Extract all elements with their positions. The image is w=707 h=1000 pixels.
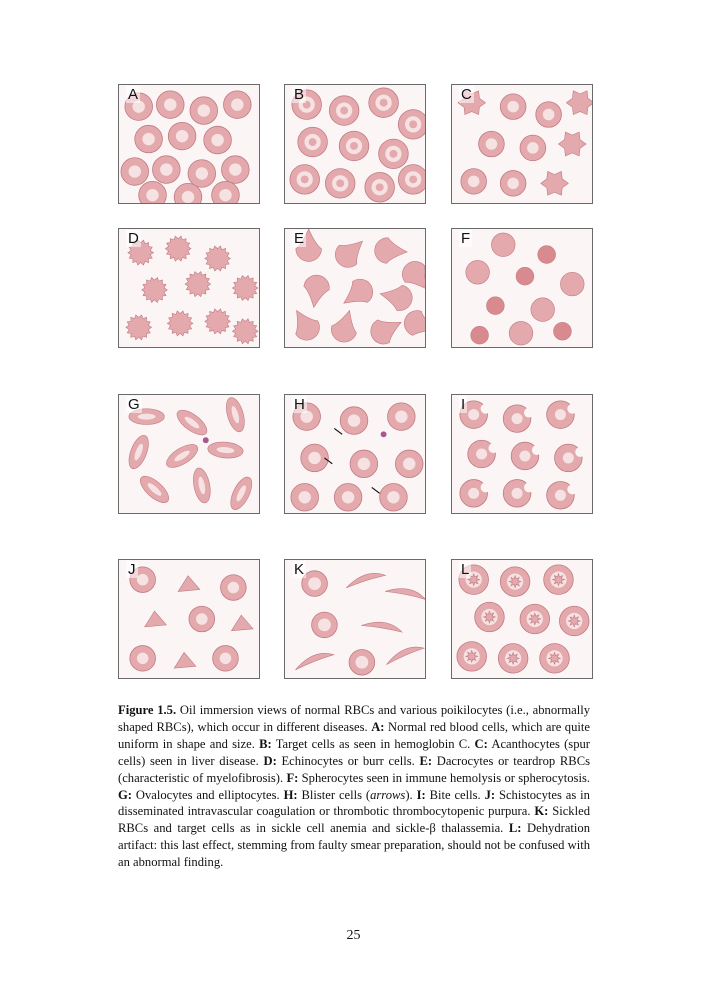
caption-intro: Oil immersion views of normal RBCs and various poikilocytes (i.e., abnormally shaped RBCs), which occur in different diseases. xyxy=(118,703,591,734)
caption-key: D: xyxy=(263,753,277,768)
caption-text: Spherocytes seen in immune hemolysis or spherocytosis. xyxy=(298,770,590,785)
caption-key: G: xyxy=(118,787,132,802)
caption-text: Schistocytes as in disseminated intravascular coagulation or thrombotic thrombocytopenic purpura. xyxy=(118,787,590,819)
caption-key: E: xyxy=(419,753,433,768)
caption-text: Normal red blood cells, which are quite uniform in shape and size. xyxy=(118,719,590,751)
caption-key: I: xyxy=(416,787,426,802)
micrograph-panel-i xyxy=(451,394,593,514)
caption-text: Blister cells ( xyxy=(297,787,371,802)
micrograph-panel-h xyxy=(284,394,426,514)
panel-letter: C xyxy=(461,86,472,103)
micrograph-panel-a xyxy=(118,84,260,204)
caption-key: L: xyxy=(508,821,522,836)
caption-italic: arrows xyxy=(370,787,406,802)
caption-key: B: xyxy=(259,736,272,751)
micrograph-panel-k xyxy=(284,559,426,679)
panel-letter: E xyxy=(294,230,305,247)
page-number: 25 xyxy=(346,928,361,943)
caption-text: Dehydration artifact: this last effect, stemming from faulty smear preparation, should not be confused with an abnormal finding. xyxy=(118,821,591,870)
spherocyte-illustration xyxy=(452,229,592,347)
bite-cell-illustration xyxy=(452,395,592,513)
micrograph-panel-e xyxy=(284,228,426,348)
caption-text: Dacrocytes or teardrop RBCs (characteristic of myelofibrosis). xyxy=(118,753,590,785)
micrograph-panel-l xyxy=(451,559,593,679)
panel-letter: L xyxy=(461,561,470,578)
panel-letter: I xyxy=(461,396,466,413)
dehydration-artifact-illustration xyxy=(452,560,592,678)
panel-letter: A xyxy=(128,86,139,103)
panel-letter: F xyxy=(461,230,471,247)
micrograph-panel-c xyxy=(451,84,593,204)
caption-items xyxy=(118,720,590,869)
panel-letter: B xyxy=(294,86,305,103)
panel-letter: G xyxy=(128,396,140,413)
caption-text: Ovalocytes and elliptocytes. xyxy=(132,787,284,802)
caption-key: H: xyxy=(283,787,298,802)
micrograph-panel-b xyxy=(284,84,426,204)
caption-text: Target cells as seen in hemoglobin C. xyxy=(271,736,475,751)
micrograph-panel-f xyxy=(451,228,593,348)
micrograph-panel-d xyxy=(118,228,260,348)
caption-key: A: xyxy=(371,719,385,734)
caption-key: C: xyxy=(474,736,488,751)
caption-text: Bite cells. xyxy=(425,787,485,802)
caption-text: Echinocytes or burr cells. xyxy=(276,753,420,768)
caption-text: Acanthocytes (spur cells) seen in liver disease. xyxy=(118,736,590,768)
caption-text: Sickled RBCs and target cells as in sickle cell anemia and sickle-β thalassemia. xyxy=(118,804,590,836)
figure-caption xyxy=(118,702,590,871)
panel-letter: D xyxy=(128,230,139,247)
caption-key: K: xyxy=(534,804,549,819)
panel-letter: K xyxy=(294,561,305,578)
caption-key: F: xyxy=(286,770,299,785)
schistocyte-illustration xyxy=(119,560,259,678)
micrograph-panel-j xyxy=(118,559,260,679)
micrograph-panel-g xyxy=(118,394,260,514)
panel-letter: H xyxy=(294,396,305,413)
caption-text: ). xyxy=(405,787,417,802)
figure-label: Figure 1.5. xyxy=(118,703,177,717)
panel-letter: J xyxy=(128,561,136,578)
caption-key: J: xyxy=(484,787,496,802)
